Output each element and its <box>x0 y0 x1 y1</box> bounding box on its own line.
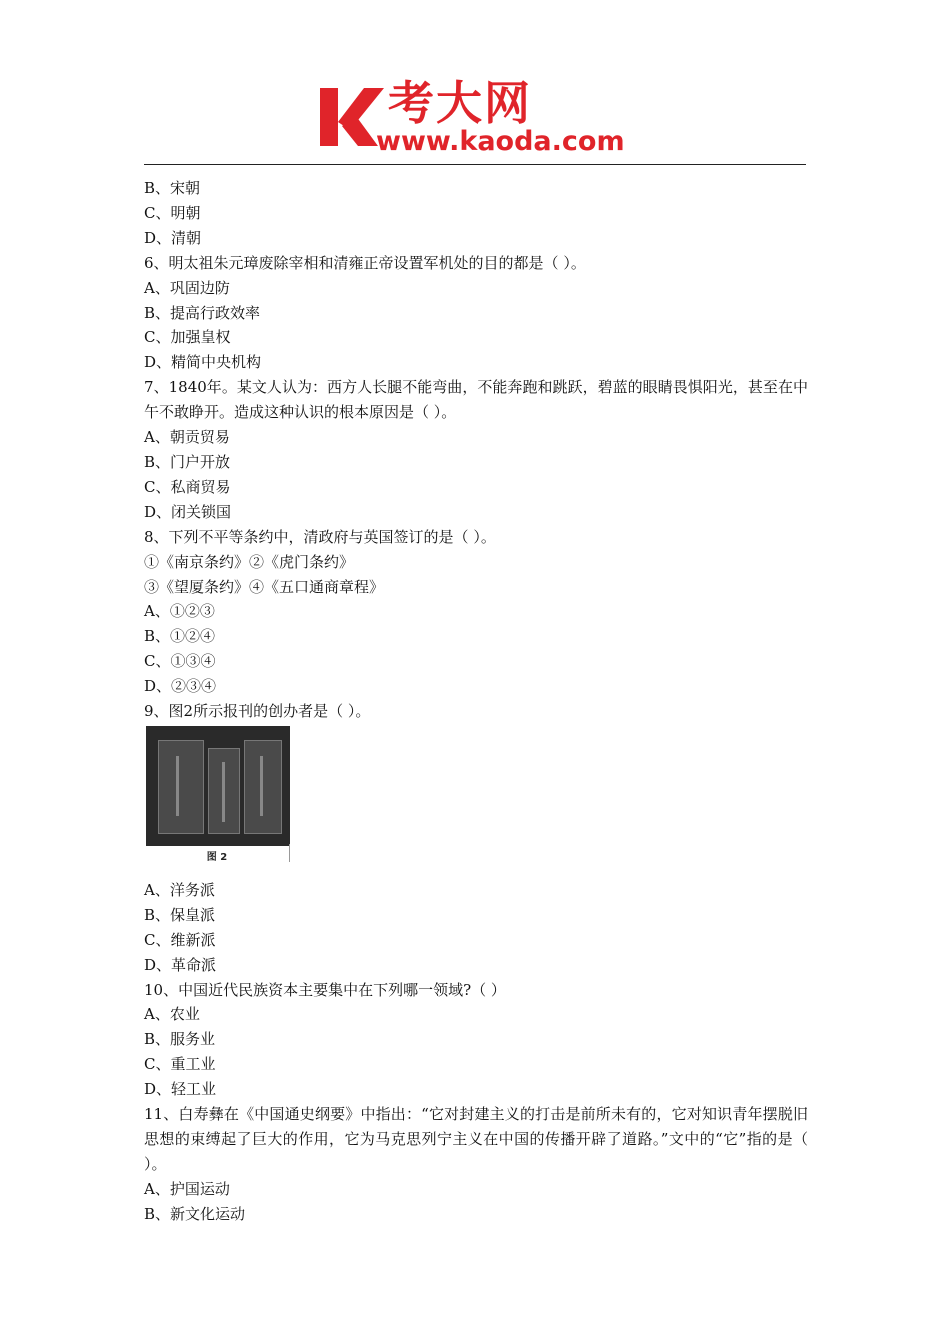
option-line: C、重工业 <box>144 1055 216 1074</box>
option-line: B、服务业 <box>144 1030 216 1049</box>
question-7-stem: 7、1840年。某文人认为：西方人长腿不能弯曲，不能奔跑和跳跃，碧蓝的眼睛畏惧阳光，甚至在中午不敢睁开。造成这种认识的根本原因是（ ）。 <box>144 378 808 422</box>
option-line: A、农业 <box>144 1005 200 1024</box>
newspaper-photo <box>146 726 290 846</box>
option-line: A、①②③ <box>144 602 215 621</box>
question-9-stem: 9、图2所示报刊的创办者是（ ）。 <box>144 702 371 721</box>
option-line: A、巩固边防 <box>144 278 230 297</box>
logo-url-text: www.kaoda.com <box>376 126 625 157</box>
option-line: B、提高行政效率 <box>144 303 261 322</box>
figure-caption: 图 2 <box>206 851 228 863</box>
option-line: A、护国运动 <box>144 1179 230 1198</box>
text-line: C、明朝 <box>144 203 201 222</box>
kaoda-logo[interactable] <box>318 78 648 158</box>
option-line: A、洋务派 <box>144 880 215 899</box>
treaty-items-line: ①《南京条约》②《虎门条约》 <box>144 552 355 571</box>
option-line: D、精简中央机构 <box>144 353 262 372</box>
option-line: C、维新派 <box>144 930 216 949</box>
question-6-stem: 6、明太祖朱元璋废除宰相和清雍正帝设置军机处的目的都是（ ）。 <box>144 253 586 272</box>
page-header <box>0 0 950 170</box>
logo-chinese-text: 考大网 <box>388 76 532 130</box>
option-line: D、轻工业 <box>144 1080 217 1099</box>
option-line: C、加强皇权 <box>144 328 231 347</box>
option-line: A、朝贡贸易 <box>144 428 230 447</box>
option-line: B、新文化运动 <box>144 1204 246 1223</box>
option-line: D、②③④ <box>144 677 217 696</box>
option-line: B、①②④ <box>144 627 216 646</box>
question-11-stem: 11、白寿彝在《中国通史纲要》中指出：“它对封建主义的打击是前所未有的，它对知识青年摆脱旧思想的束缚起了巨大的作用，它为马克思列宁主义在中国的传播开辟了道路。”文中的“它”指的是（ ）。 <box>144 1105 808 1173</box>
option-line: B、门户开放 <box>144 452 231 471</box>
option-line: C、①③④ <box>144 652 216 671</box>
figure-2 <box>144 726 290 864</box>
question-10-stem: 10、中国近代民族资本主要集中在下列哪一领域?（ ） <box>144 980 506 999</box>
text-line: B、宋朝 <box>144 179 201 197</box>
header-divider <box>144 164 806 165</box>
question-8-stem: 8、下列不平等条约中，清政府与英国签订的是（ ）。 <box>144 527 496 546</box>
treaty-items-line: ③《望厦条约》④《五口通商章程》 <box>144 577 385 596</box>
question-content <box>144 176 808 1227</box>
text-line: D、清朝 <box>144 228 202 247</box>
option-line: D、闭关锁国 <box>144 502 232 521</box>
option-line: D、革命派 <box>144 955 217 974</box>
option-line: C、私商贸易 <box>144 477 231 496</box>
option-line: B、保皇派 <box>144 905 216 924</box>
